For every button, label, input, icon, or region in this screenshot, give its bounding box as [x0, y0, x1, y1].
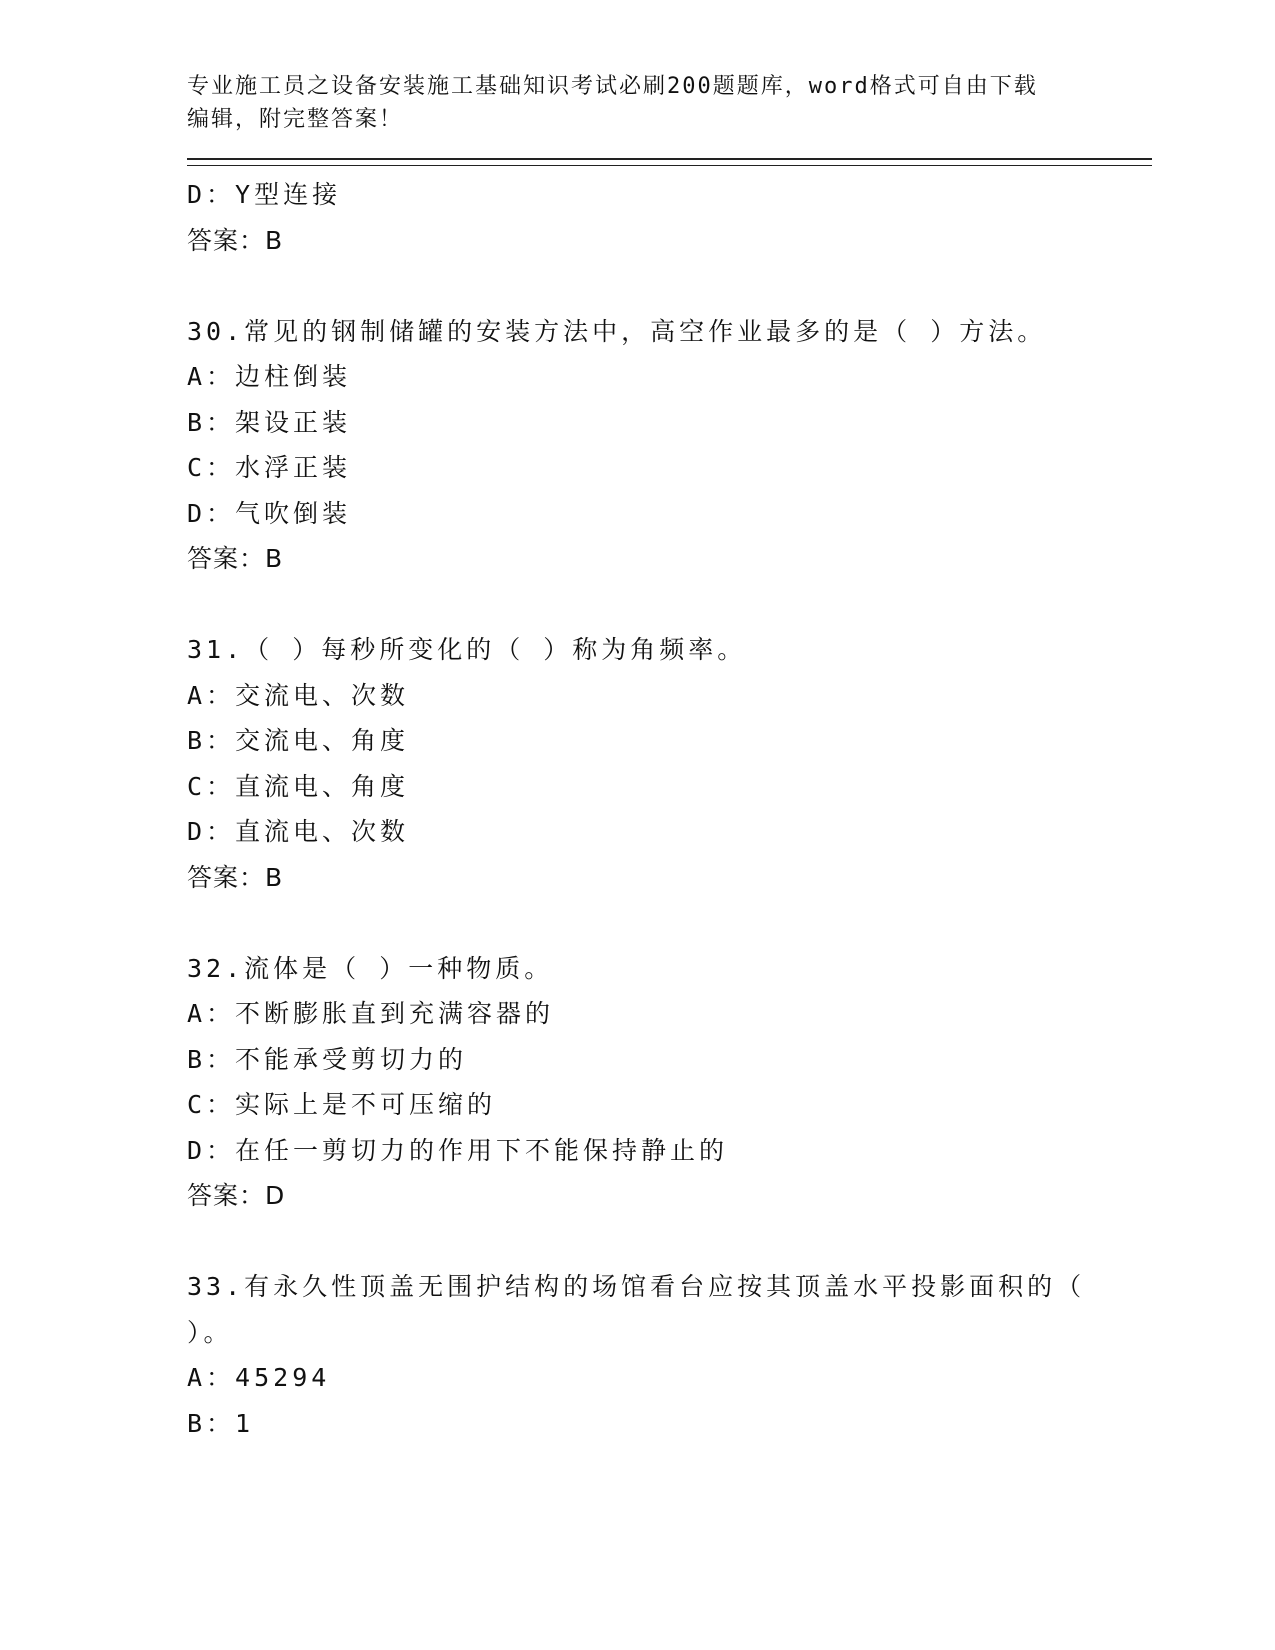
- q33-option-a: A：45294: [187, 1363, 331, 1392]
- q32-option-d: D：在任一剪切力的作用下不能保持静止的: [187, 1135, 729, 1165]
- q29-answer: 答案：B: [187, 225, 284, 255]
- document-page: [187, 70, 1152, 1446]
- q31-option-c: C：直流电、角度: [187, 771, 410, 801]
- spacer: [187, 582, 1152, 628]
- q31-answer: 答案：B: [187, 862, 284, 892]
- q31-option-d: D：直流电、次数: [187, 817, 410, 846]
- spacer: [187, 900, 1152, 946]
- q32-answer: 答案：D: [187, 1181, 286, 1210]
- q32-option-b: B：不能承受剪切力的: [187, 1044, 468, 1074]
- q32-stem: 32.流体是（ ）一种物质。: [187, 953, 554, 983]
- q31-option-a: A：交流电、次数: [187, 680, 410, 710]
- document-title-line-1: 专业施工员之设备安装施工基础知识考试必刷200题题库，word格式可自由下载: [187, 74, 1038, 99]
- q30-option-c: C：水浮正装: [187, 453, 352, 482]
- q33-stem-line-1: 33.有永久性顶盖无围护结构的场馆看台应按其顶盖水平投影面积的（: [187, 1272, 1086, 1301]
- q29-option-d: D：Y型连接: [187, 180, 342, 209]
- q33-option-b: B：1: [187, 1408, 255, 1438]
- header-divider: [187, 158, 1152, 166]
- q32-option-c: C：实际上是不可压缩的: [187, 1090, 497, 1119]
- q32-option-a: A：不断膨胀直到充满容器的: [187, 999, 555, 1028]
- q31-stem: 31.（ ）每秒所变化的（ ）称为角频率。: [187, 635, 747, 664]
- q33-stem-line-2: ）。: [187, 1317, 233, 1347]
- spacer: [187, 263, 1152, 309]
- q30-option-d: D：气吹倒装: [187, 498, 352, 528]
- q30-option-b: B：架设正装: [187, 407, 352, 437]
- q30-answer: 答案：B: [187, 544, 284, 573]
- document-title-line-2: 编辑，附完整答案！: [187, 107, 404, 132]
- q30-option-a: A：边柱倒装: [187, 362, 352, 391]
- spacer: [187, 1219, 1152, 1265]
- q30-stem: 30.常见的钢制储罐的安装方法中，高空作业最多的是（ ）方法。: [187, 316, 1047, 346]
- q31-option-b: B：交流电、角度: [187, 726, 410, 755]
